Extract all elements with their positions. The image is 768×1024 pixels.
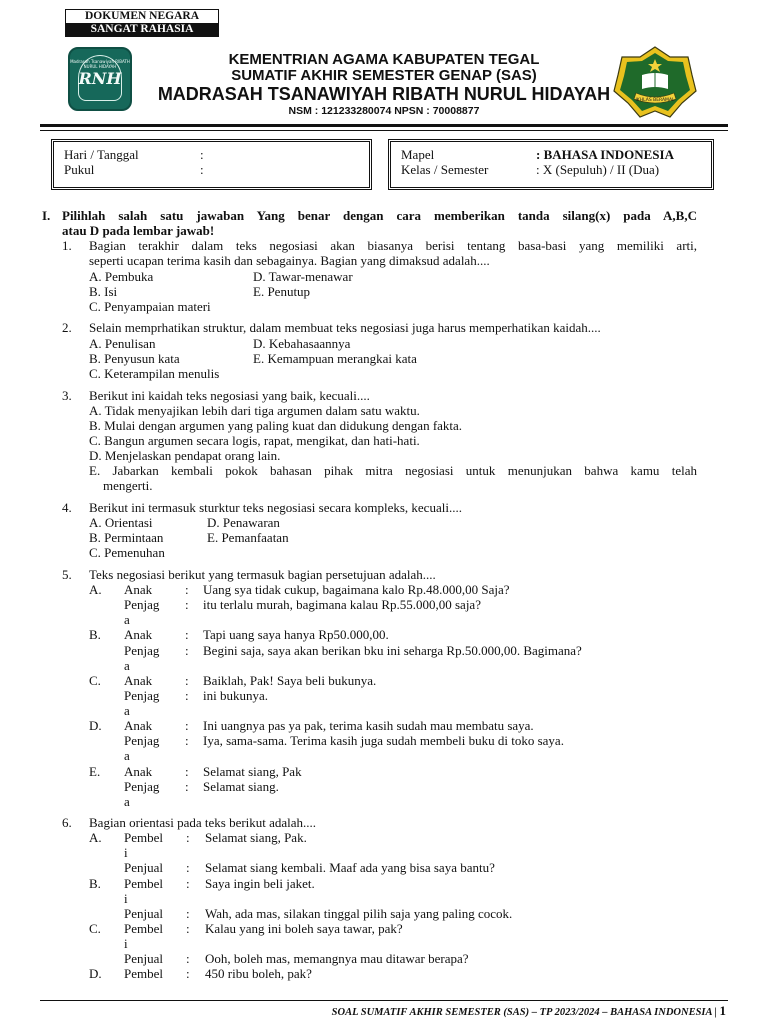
dialogue-line: Selamat siang, Pak. <box>205 830 307 845</box>
question-text: Bagian orientasi pada teks berikut adalah.... <box>89 815 317 830</box>
speaker: Penjual <box>124 860 163 875</box>
speaker: Pembel <box>124 830 163 845</box>
dialogue-line: Selamat siang kembali. Maaf ada yang bisa saya bantu? <box>205 860 495 875</box>
question-text: Berikut ini kaidah teks negosiasi yang baik, kecuali.... <box>89 388 370 403</box>
kelas-value: : X (Sepuluh) / II (Dua) <box>536 162 660 177</box>
speaker-wrap: a <box>124 658 130 673</box>
dialogue-line: Ooh, boleh mas, memangnya mau ditawar berapa? <box>205 951 469 966</box>
speaker: Penjag <box>124 597 160 612</box>
dialogue-line: Begini saja, saya akan berikan bku ini seharga Rp.50.000,00. Bagimana? <box>203 643 582 658</box>
speaker: Penjual <box>124 951 163 966</box>
speaker: Pembel <box>124 876 163 891</box>
option-e: E. Penutup <box>253 284 311 299</box>
mapel-label: Mapel <box>401 147 435 162</box>
speaker: Anak <box>124 718 153 733</box>
option-letter: E. <box>89 764 101 779</box>
option-letter: B. <box>89 876 101 891</box>
question-text: Selain memprhatikan struktur, dalam membuat teks negosiasi juga harus memperhatikan kaidah.... <box>89 320 601 335</box>
question-number: 4. <box>62 500 72 515</box>
dialogue-line: Baiklah, Pak! Saya beli bukunya. <box>203 673 377 688</box>
dialogue-line: Tapi uang saya hanya Rp50.000,00. <box>203 627 389 642</box>
dialogue-line: ini bukunya. <box>203 688 268 703</box>
page-footer <box>332 1003 726 1019</box>
question-number: 6. <box>62 815 72 830</box>
speaker: Penjag <box>124 688 160 703</box>
dialogue-line: 450 ribu boleh, pak? <box>205 966 312 981</box>
info-box-schedule <box>53 141 370 188</box>
logo-monogram: RNH <box>78 69 122 88</box>
header-exam: SUMATIF AKHIR SEMESTER GENAP (SAS) <box>231 67 537 84</box>
option-b: B. Isi <box>89 284 118 299</box>
option-e: E. Pemanfaatan <box>207 530 289 545</box>
ministry-emblem-icon <box>612 45 698 121</box>
dialogue-line: Selamat siang, Pak <box>203 764 302 779</box>
question-number: 2. <box>62 320 72 335</box>
question-number: 3. <box>62 388 72 403</box>
speaker: Anak <box>124 764 153 779</box>
option-letter: D. <box>89 718 102 733</box>
speaker-wrap: i <box>124 936 128 951</box>
speaker: Penjag <box>124 643 160 658</box>
school-logo <box>68 47 132 111</box>
dialogue-line: Wah, ada mas, silakan tinggal pilih saja yang paling cocok. <box>205 906 513 921</box>
option-letter: C. <box>89 673 101 688</box>
hari-label: Hari / Tanggal <box>64 147 139 162</box>
option-b: B. Mulai dengan argumen yang paling kuat dan didukung dengan fakta. <box>89 418 463 433</box>
option-b: B. Permintaan <box>89 530 164 545</box>
info-box-subject <box>390 141 712 188</box>
stamp-line-1: DOKUMEN NEGARA <box>66 10 218 23</box>
header-divider-thin <box>40 130 728 131</box>
option-e-continued: mengerti. <box>103 478 153 493</box>
footer-divider <box>40 1000 728 1001</box>
option-c: C. Pemenuhan <box>89 545 165 560</box>
speaker-wrap: i <box>124 891 128 906</box>
question-number: 1. <box>62 238 72 253</box>
speaker: Pembel <box>124 966 163 981</box>
speaker-wrap: a <box>124 612 130 627</box>
option-letter: A. <box>89 830 102 845</box>
speaker-wrap: a <box>124 748 130 763</box>
dialogue-line: Uang sya tidak cukup, bagaimana kalo Rp.48.000,00 Saja? <box>203 582 510 597</box>
question-text: seperti ucapan terima kasih dan sebagainya. Bagian yang dimaksud adalah.... <box>89 253 490 268</box>
option-a: A. Penulisan <box>89 336 156 351</box>
option-c: C. Keterampilan menulis <box>89 366 220 381</box>
classification-stamp <box>65 9 219 37</box>
question-text: Berikut ini termasuk sturktur teks negosiasi secara kompleks, kecuali.... <box>89 500 462 515</box>
speaker: Anak <box>124 627 153 642</box>
option-e: E. Jabarkan kembali pokok bahasan pihak mitra negosiasi untuk menunjukan bahwa kamu telah <box>89 463 697 478</box>
header-ids: NSM : 121233280074 NPSN : 70008877 <box>288 105 480 117</box>
dialogue-line: Saya ingin beli jaket. <box>205 876 315 891</box>
section-number: I. <box>42 208 51 223</box>
dialogue-line: Kalau yang ini boleh saya tawar, pak? <box>205 921 403 936</box>
pukul-label: Pukul <box>64 162 95 177</box>
header-divider-thick <box>40 124 728 127</box>
option-a: A. Tidak menyajikan lebih dari tiga argumen dalam satu waktu. <box>89 403 420 418</box>
dialogue-line: Iya, sama-sama. Terima kasih juga sudah membeli buku di toko saya. <box>203 733 564 748</box>
option-letter: A. <box>89 582 102 597</box>
speaker-wrap: a <box>124 703 130 718</box>
pukul-value: : <box>200 162 204 177</box>
question-text: Teks negosiasi berikut yang termasuk bagian persetujuan adalah.... <box>89 567 436 582</box>
emblem-label: IKHLAS BERAMAL <box>635 98 675 103</box>
speaker: Penjual <box>124 906 163 921</box>
mapel-value: : BAHASA INDONESIA <box>536 147 674 162</box>
option-d: D. Tawar-menawar <box>253 269 353 284</box>
option-letter: D. <box>89 966 102 981</box>
option-letter: B. <box>89 627 101 642</box>
logo-small-text: Madrasah Tsanawiyah RIBATH NURUL HIDAYAH <box>70 59 130 69</box>
speaker: Anak <box>124 582 153 597</box>
option-letter: C. <box>89 921 101 936</box>
speaker-wrap: i <box>124 845 128 860</box>
question-text: Bagian terakhir dalam teks negosiasi akan biasanya berisi tentang basa-basi yang memiliki arti, <box>89 238 697 253</box>
option-d: D. Kebahasaannya <box>253 336 351 351</box>
option-a: A. Orientasi <box>89 515 153 530</box>
stamp-line-2: SANGAT RAHASIA <box>66 23 218 36</box>
dialogue-line: Ini uangnya pas ya pak, terima kasih sudah mau membatu saya. <box>203 718 534 733</box>
hari-value: : <box>200 147 204 162</box>
option-c: C. Bangun argumen secara logis, rapat, mengikat, dan hati-hati. <box>89 433 420 448</box>
option-c: C. Penyampaian materi <box>89 299 211 314</box>
header-ministry: KEMENTRIAN AGAMA KABUPATEN TEGAL <box>228 51 540 68</box>
speaker-wrap: a <box>124 794 130 809</box>
dialogue-line: Selamat siang. <box>203 779 279 794</box>
option-d: D. Penawaran <box>207 515 280 530</box>
option-d: D. Menjelaskan pendapat orang lain. <box>89 448 281 463</box>
option-b: B. Penyusun kata <box>89 351 180 366</box>
dialogue-line: itu terlalu murah, bagimana kalau Rp.55.000,00 saja? <box>203 597 481 612</box>
question-number: 5. <box>62 567 72 582</box>
option-a: A. Pembuka <box>89 269 154 284</box>
speaker: Penjag <box>124 779 160 794</box>
section-instruction-line-2: atau D pada lembar jawab! <box>62 223 215 238</box>
kelas-label: Kelas / Semester <box>401 162 489 177</box>
option-e: E. Kemampuan merangkai kata <box>253 351 417 366</box>
speaker: Pembel <box>124 921 163 936</box>
section-instruction-line-1: Pilihlah salah satu jawaban Yang benar dengan cara memberikan tanda silang(x) pada A,B,C <box>62 208 697 223</box>
page-number: 1 <box>719 1003 726 1018</box>
header-school: MADRASAH TSANAWIYAH RIBATH NURUL HIDAYAH <box>157 84 611 104</box>
footer-text: SOAL SUMATIF AKHIR SEMESTER (SAS) – TP 2023/2024 – BAHASA INDONESIA | <box>331 1007 717 1018</box>
speaker: Anak <box>124 673 153 688</box>
speaker: Penjag <box>124 733 160 748</box>
